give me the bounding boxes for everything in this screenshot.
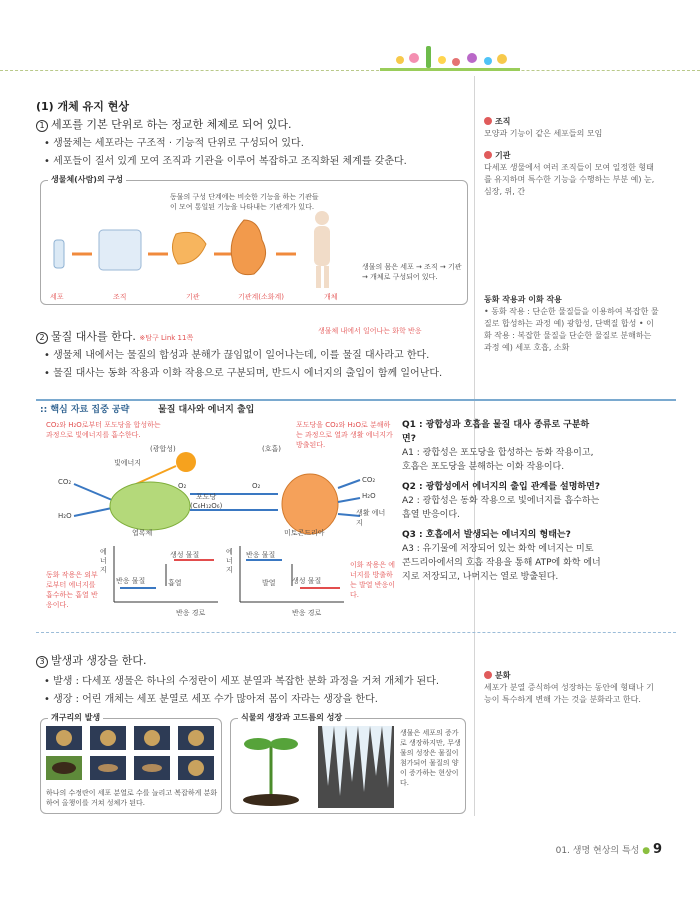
a3: A3 : 유기물에 저장되어 있는 화학 에너지는 미토콘드리아에서의 호흡 작용을 통해 ATP에 화학 에너지로 저장되고, 나머지는 열로 방출된다.	[402, 544, 601, 582]
arrow-co2-out	[338, 480, 360, 488]
organization-box-label: 생물체(사람)의 구성	[48, 174, 126, 185]
note-marker-icon	[484, 151, 492, 159]
item-2-annotation: 생물체 내에서 일어나는 화학 반응	[318, 327, 422, 335]
bullet-2a-text: 생물체 내에서는 물질의 합성과 분해가 끊임없이 일어나는데, 이를 물질 대사라고 한다.	[53, 350, 430, 361]
flower-decoration-icon	[380, 40, 520, 72]
o2-label-2: O₂	[252, 482, 261, 490]
graph-left-reactant: 반응 물질	[116, 577, 146, 585]
bullet-2b-text: 물질 대사는 동화 작용과 이화 작용으로 구분되며, 반드시 에너지의 출입이 함께 일어난다.	[53, 368, 443, 379]
q3	[402, 528, 602, 542]
body-head	[315, 211, 329, 225]
h2o-in-label: H₂O	[58, 512, 72, 520]
tissue-shape	[99, 230, 141, 270]
section-title: (1) 개체 유지 현상	[36, 100, 129, 113]
organ-system-shape	[231, 220, 265, 275]
light-ray	[136, 466, 176, 484]
graph-left-action: 흡열	[168, 579, 182, 587]
tamgu-link[interactable]: ※탐구 Link 11쪽	[139, 334, 194, 342]
sidebar-note-organ	[484, 150, 659, 198]
soil	[243, 794, 299, 806]
mitochondria-label: 미토콘드리아	[284, 529, 325, 537]
item-2-text: 물질 대사를 한다.	[51, 330, 136, 343]
graph-left-x: 반응 경로	[176, 609, 206, 617]
sidebar-note-metabolism	[484, 294, 659, 354]
core-bottom-divider	[36, 632, 676, 633]
q2	[402, 480, 602, 494]
item-1	[36, 116, 466, 132]
frog-development-images	[46, 726, 216, 782]
a2: A2 : 광합성은 동화 작용으로 빛에너지를 흡수하는 흡열 반응이다.	[402, 496, 600, 520]
number-2-icon: 2	[36, 332, 48, 344]
arrow-co2-in	[74, 484, 112, 500]
o2-label-1: O₂	[178, 482, 187, 490]
bullet-1a-text: 생물체는 세포라는 구조적 · 기능적 단위로 구성되어 있다.	[53, 138, 304, 149]
organ-shape	[172, 232, 206, 264]
sidebar-note-tissue	[484, 116, 659, 140]
graph-left-y: 에너지	[100, 548, 107, 574]
cell-shape	[54, 240, 64, 268]
chloroplast-label: 엽록체	[132, 529, 153, 537]
item-3-text: 발생과 생장을 한다.	[51, 654, 147, 667]
graph-right-x: 반응 경로	[292, 609, 322, 617]
page-footer: 01. 생명 현상의 특성 ● 9	[555, 842, 662, 857]
note-right: 포도당을 CO₂와 H₂O로 분해하는 과정으로 열과 생활 에너지가 방출된다.	[296, 421, 393, 449]
mitochondria-shape	[282, 474, 338, 534]
header-divider	[0, 70, 700, 71]
core-tag: :: 핵심 자료 집중 공략	[40, 405, 130, 415]
note-organ-title: 기관	[495, 151, 511, 160]
note-differentiation-body: 세포가 분열 증식하여 성장하는 동안에 형태나 기능이 특수하게 변해 가는 것을 분화라고 한다.	[484, 683, 654, 704]
sprout-leaf-left	[244, 738, 272, 750]
bullet-3b-text: 생장 : 어린 개체는 세포 분열로 세포 수가 많아져 몸이 자라는 생장을 한다.	[53, 694, 378, 705]
stage-body: 개체	[324, 293, 338, 301]
core-tag-text: 핵심 자료 집중 공략	[50, 405, 130, 415]
note-tissue-title: 조직	[495, 117, 511, 126]
bullet-1b: • 세포들이 질서 있게 모여 조직과 기관을 이루어 복잡하고 조직화된 체계를 갖춘다.	[44, 156, 407, 167]
note-marker-icon	[484, 117, 492, 125]
note-differentiation-title: 분화	[495, 671, 511, 680]
graph-right-y: 에너지	[226, 548, 233, 574]
item-3	[36, 652, 466, 668]
light-energy-label: 빛에너지	[114, 459, 142, 467]
organization-note: 동물의 구성 단계에는 비슷한 기능을 하는 기관들이 모여 통일된 기능을 나타내는 기관계가 있다.	[170, 193, 319, 211]
bullet-1b-text: 세포들이 질서 있게 모여 조직과 기관을 이루어 복잡하고 조직화된 체계를 갖춘다.	[53, 156, 407, 167]
q3-text: Q3 : 호흡에서 발생되는 에너지의 형태는?	[402, 530, 571, 540]
item-2	[36, 328, 466, 344]
page-number: 9	[652, 842, 662, 857]
core-divider	[36, 399, 676, 401]
stage-organ-system: 기관계(소화계)	[238, 293, 285, 301]
glucose-label: 포도당	[196, 493, 217, 501]
note-metabolism-body: • 동화 작용 : 단순한 물질들을 이용하여 복잡한 물질로 합성하는 과정 예) 광합성, 단백질 합성 • 이화 작용 : 복잡한 물질을 단순한 물질로 분해하는 과정 예) 세포 호흡, 소화	[484, 307, 659, 352]
q1-text: Q1 : 광합성과 호흡을 물질 대사 종류로 구분하면?	[402, 420, 590, 444]
note-metabolism-title: 동화 작용과 이화 작용	[484, 295, 562, 304]
bullet-2b: • 물질 대사는 동화 작용과 이화 작용으로 구분되며, 반드시 에너지의 출입이 함께 일어난다.	[44, 368, 443, 379]
bullet-3a-text: 발생 : 다세포 생물은 하나의 수정란이 세포 분열과 복잡한 분화 과정을 거쳐 개체가 된다.	[53, 676, 440, 687]
note-organ-body: 다세포 생물에서 여러 조직들이 모여 일정한 형태를 유지하며 특수한 기능을 수행하는 부분 예) 눈, 심장, 위, 간	[484, 163, 655, 196]
plant-icicle-images	[236, 726, 394, 808]
bullet-3b: • 생장 : 어린 개체는 세포 분열로 세포 수가 많아져 몸이 자라는 생장을 한다.	[44, 694, 378, 705]
sun-icon	[176, 452, 196, 472]
chapter-label: 01. 생명 현상의 특성	[555, 846, 640, 856]
organization-side-note: 생물의 몸은 세포 → 조직 → 기관 → 개체로 구성되어 있다.	[362, 263, 462, 281]
energy-flow-diagram	[40, 440, 400, 540]
graph-right-product: 생성 물질	[292, 577, 322, 585]
note-left: CO₂와 H₂O로부터 포도당을 합성하는 과정으로 빛에너지를 흡수한다.	[46, 421, 161, 439]
bullet-2a: • 생물체 내에서는 물질의 합성과 분해가 끊임없이 일어나는데, 이를 물질 대사라고 한다.	[44, 350, 430, 361]
q2-text: Q2 : 광합성에서 에너지의 출입 관계를 설명하면?	[402, 482, 601, 492]
stage-organ: 기관	[186, 293, 200, 301]
number-3-icon: 3	[36, 656, 48, 668]
a1: A1 : 광합성은 포도당을 합성하는 동화 작용이고, 호흡은 포도당을 분해하는 이화 작용이다.	[402, 448, 594, 472]
co2-out-label: CO₂	[362, 476, 376, 484]
bullet-3a: • 발생 : 다세포 생물은 하나의 수정란이 세포 분열과 복잡한 분화 과정을 거쳐 개체가 된다.	[44, 676, 440, 687]
plant-box-label: 식물의 생장과 고드름의 성장	[238, 712, 345, 723]
graph-left-note: 동화 작용은 외부로부터 에너지를 흡수하는 흡열 반응이다.	[46, 571, 98, 609]
note-tissue-body: 모양과 기능이 같은 세포들의 모임	[484, 129, 603, 138]
number-1-icon: 1	[36, 120, 48, 132]
respiration-label: (호흡)	[262, 445, 281, 453]
life-energy-label: 생활 에너지	[356, 509, 386, 527]
q1	[402, 418, 602, 446]
graph-right-note: 이화 작용은 에너지를 방출하는 발열 반응이다.	[350, 561, 396, 599]
body-torso	[314, 226, 330, 266]
sprout-leaf-right	[270, 738, 298, 750]
glucose-formula: (C₆H₁₂O₆)	[190, 502, 223, 510]
graph-right-reactant: 반응 물질	[246, 551, 276, 559]
h2o-out-label: H₂O	[362, 492, 376, 500]
note-marker-icon	[484, 671, 492, 679]
arrow-h2o-in	[74, 508, 112, 516]
stage-tissue: 조직	[113, 293, 127, 301]
sidebar-note-differentiation	[484, 670, 659, 706]
co2-in-label: CO₂	[58, 478, 72, 486]
qa-block	[402, 418, 602, 584]
stage-cell: 세포	[50, 293, 64, 301]
body-leg-right	[324, 266, 329, 288]
graph-left-product: 생성 물질	[170, 551, 200, 559]
frog-box-label: 개구리의 발생	[48, 712, 103, 723]
graph-right-action: 발열	[262, 579, 276, 587]
core-title: 물질 대사와 에너지 출입	[158, 405, 255, 415]
bullet-1a: • 생물체는 세포라는 구조적 · 기능적 단위로 구성되어 있다.	[44, 138, 304, 149]
body-leg-left	[316, 266, 321, 288]
photosynthesis-label: (광합성)	[150, 445, 176, 453]
plant-caption: 생물은 세포의 증가로 생장하지만, 무생물의 성장은 물질이 첨가되어 물질의 양이 증가하는 현상이다.	[400, 729, 461, 787]
arrow-h2o-out	[338, 498, 360, 502]
organization-diagram	[44, 210, 344, 290]
frog-caption: 하나의 수정란이 세포 분열로 수를 늘리고 복잡하게 분화하여 올챙이를 거쳐 성체가 된다.	[46, 789, 218, 807]
item-1-text: 세포를 기본 단위로 하는 정교한 체제로 되어 있다.	[51, 118, 292, 131]
